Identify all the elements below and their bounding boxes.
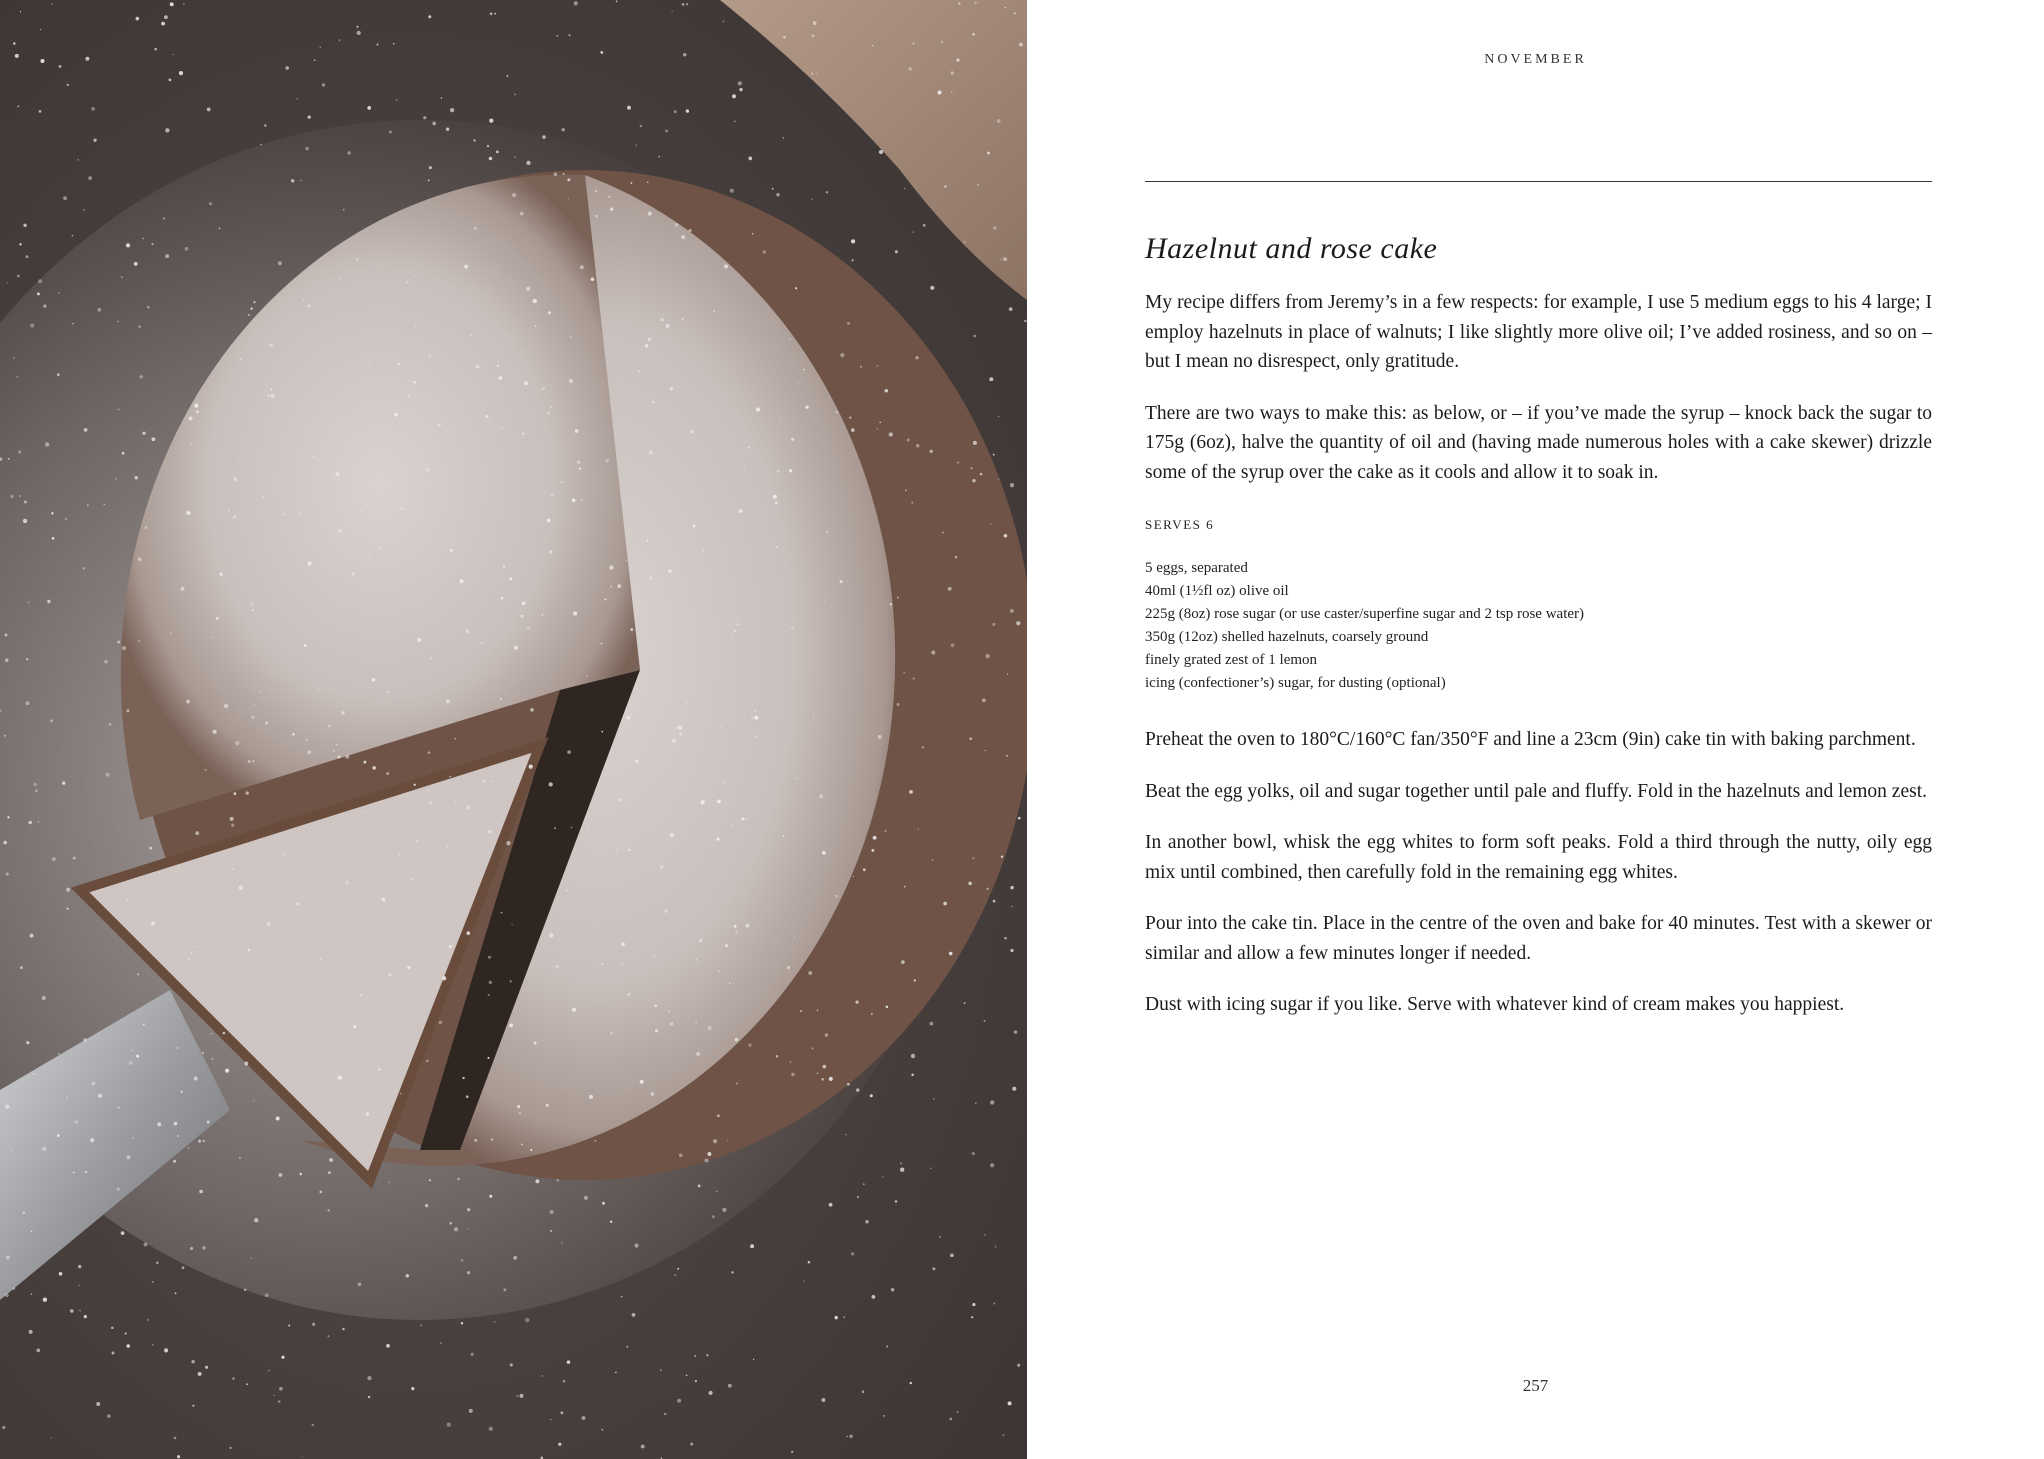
intro-paragraph: My recipe differs from Jeremy’s in a few respects: for example, I use 5 medium eggs to his 4 large; I employ hazelnuts in place of walnuts; I like slightly more olive oil; I’ve added rosiness, and so on – but I mean no disrespect, only gratitude. bbox=[1145, 292, 1932, 372]
ingredient-list bbox=[1145, 557, 1932, 695]
method-step: Dust with icing sugar if you like. Serve with whatever kind of cream makes you happiest. bbox=[1145, 994, 1845, 1015]
method-step: Pour into the cake tin. Place in the centre of the oven and bake for 40 minutes. Test with a skewer or similar and allow a few minutes longer if needed. bbox=[1145, 913, 1932, 964]
method-step: Beat the egg yolks, oil and sugar together until pale and fluffy. Fold in the hazelnuts and lemon zest. bbox=[1145, 780, 1927, 802]
ingredient-item: 225g (8oz) rose sugar (or use caster/superfine sugar and 2 tsp rose water) bbox=[1145, 606, 1585, 622]
recipe-content bbox=[1145, 232, 1932, 1042]
recipe-page bbox=[1027, 0, 2044, 1459]
intro-paragraph: There are two ways to make this: as below, or – if you’ve made the syrup – knock back the sugar to 175g (6oz), halve the quantity of oil and (having made numerous holes with a cake skewer) drizzle some of the syrup over the cake as it cools and allow it to soak in. bbox=[1145, 402, 1932, 483]
ingredient-item: icing (confectioner’s) sugar, for dusting (optional) bbox=[1145, 675, 1446, 691]
serves-label: SERVES 6 bbox=[1145, 517, 1215, 532]
method-step: In another bowl, whisk the egg whites to form soft peaks. Fold a third through the nutty, oily egg mix until combined, then carefully fold in the remaining egg whites. bbox=[1145, 832, 1932, 883]
ingredient-item: 5 eggs, separated bbox=[1145, 560, 1248, 576]
ingredient-item: 350g (12oz) shelled hazelnuts, coarsely ground bbox=[1145, 629, 1429, 645]
recipe-title: Hazelnut and rose cake bbox=[1145, 232, 1438, 265]
page-number: 257 bbox=[1522, 1376, 1549, 1395]
method-step: Preheat the oven to 180°C/160°C fan/350°F and line a 23cm (9in) cake tin with baking parchment. bbox=[1145, 729, 1916, 750]
ingredient-item: finely grated zest of 1 lemon bbox=[1145, 652, 1318, 668]
running-head: NOVEMBER bbox=[1484, 52, 1587, 67]
header-rule bbox=[1145, 181, 1932, 182]
ingredient-item: 40ml (1½fl oz) olive oil bbox=[1145, 583, 1289, 599]
